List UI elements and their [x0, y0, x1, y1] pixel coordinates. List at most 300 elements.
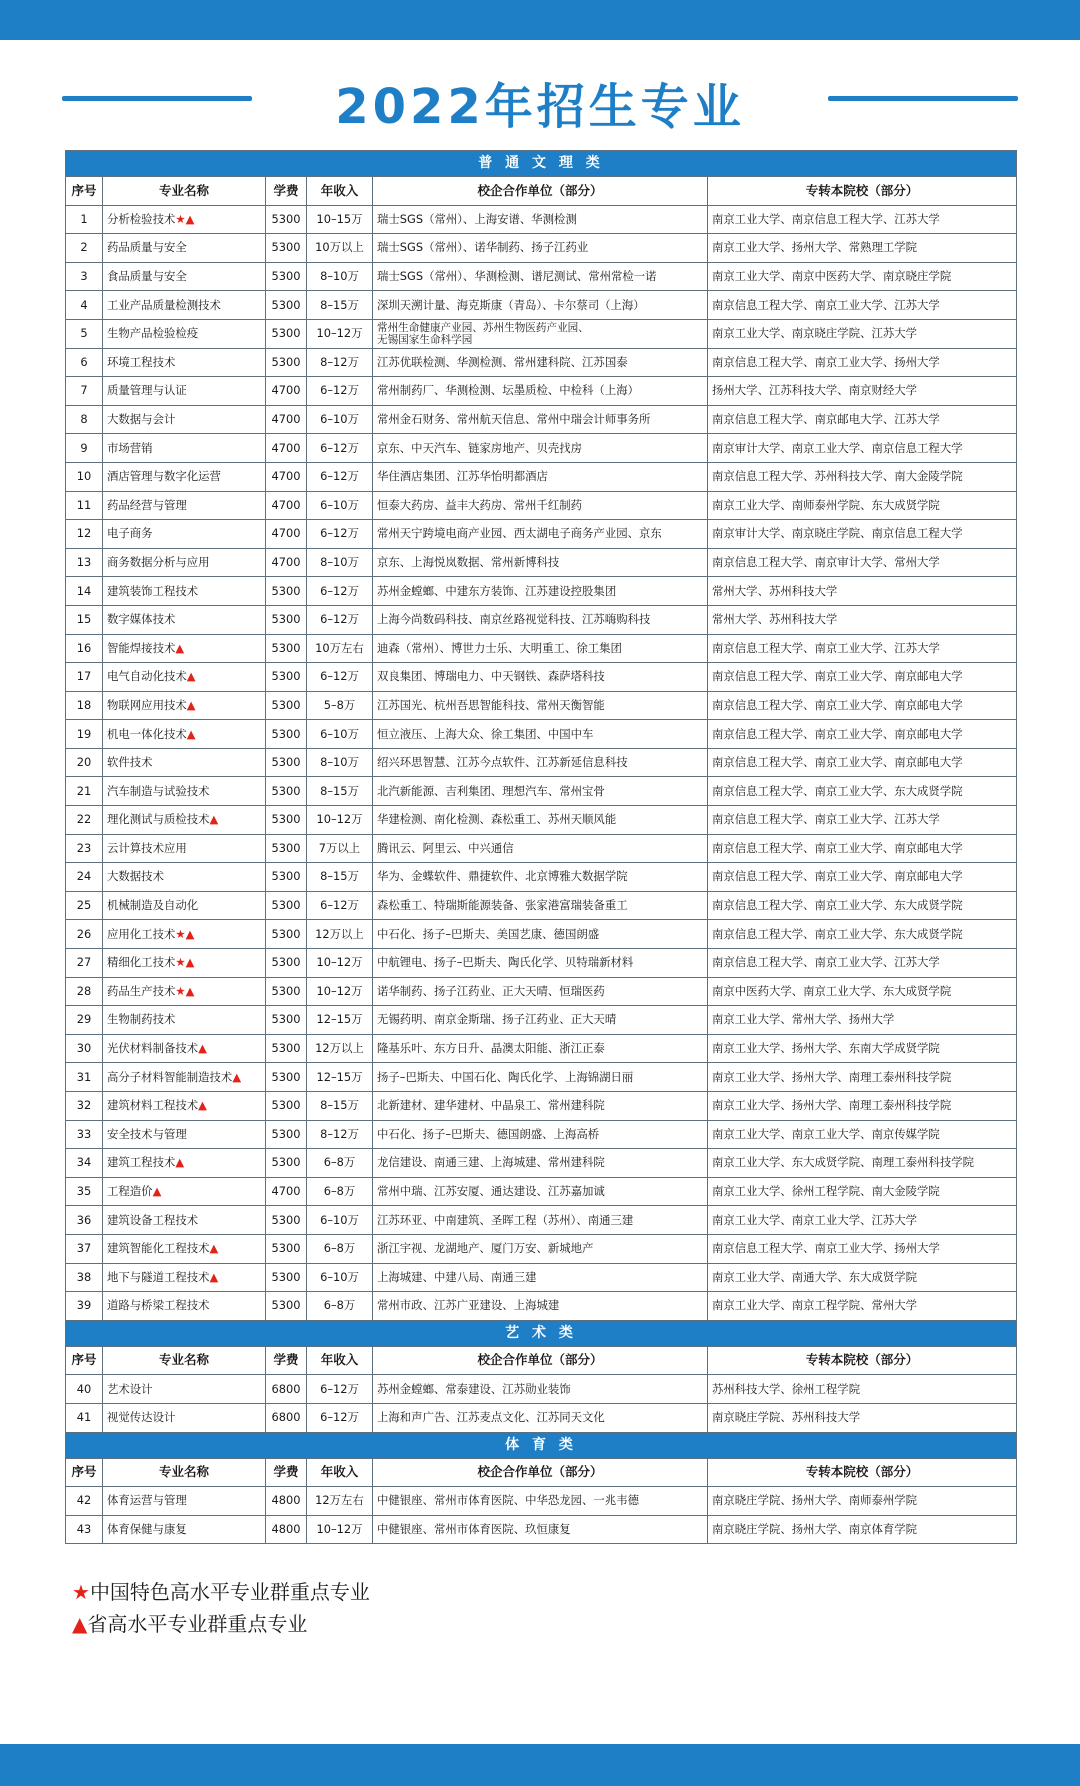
row-number: 31	[66, 1063, 103, 1092]
row-number: 41	[66, 1403, 103, 1432]
major-marks-icon: ▲	[152, 1184, 162, 1199]
header-major: 专业名称	[103, 1346, 266, 1375]
table-row	[66, 1063, 1017, 1092]
column-header-row	[66, 1458, 1017, 1487]
tuition-fee: 5300	[266, 1234, 307, 1263]
header-partners: 校企合作单位（部分）	[373, 1346, 708, 1375]
major-name	[103, 1120, 266, 1149]
partner-companies: 江苏国光、杭州吾思智能科技、常州天衡智能	[373, 691, 708, 720]
section-title: 普 通 文 理 类	[66, 151, 1017, 177]
major-name-text: 生物制药技术	[107, 1012, 176, 1027]
major-marks-icon: ▲	[209, 1269, 219, 1284]
tuition-fee: 5300	[266, 806, 307, 835]
major-name-text: 机械制造及自动化	[107, 898, 199, 913]
row-number: 23	[66, 834, 103, 863]
major-name	[103, 234, 266, 263]
header-fee: 学费	[266, 1346, 307, 1375]
major-name	[103, 348, 266, 377]
row-number: 6	[66, 348, 103, 377]
row-number: 33	[66, 1120, 103, 1149]
major-name-text: 建筑装饰工程技术	[107, 583, 199, 598]
partner-companies: 江苏环亚、中南建筑、圣晖工程（苏州）、南通三建	[373, 1206, 708, 1235]
legend-triangle-text: 省高水平专业群重点专业	[87, 1612, 308, 1636]
transfer-universities: 南京信息工程大学、南京工业大学、南京邮电大学	[708, 748, 1017, 777]
major-name	[103, 663, 266, 692]
table-row	[66, 1487, 1017, 1516]
row-number: 43	[66, 1515, 103, 1544]
annual-income: 6–12万	[307, 577, 373, 606]
table-row	[66, 1403, 1017, 1432]
table-row	[66, 777, 1017, 806]
major-name	[103, 977, 266, 1006]
partner-companies: 龙信建设、南通三建、上海城建、常州建科院	[373, 1149, 708, 1178]
partner-companies: 中健银座、常州市体育医院、中华恐龙园、一兆韦德	[373, 1487, 708, 1516]
annual-income: 6–12万	[307, 377, 373, 406]
annual-income: 6–8万	[307, 1234, 373, 1263]
header-no: 序号	[66, 1458, 103, 1487]
transfer-universities: 南京工业大学、南京中医药大学、南京晓庄学院	[708, 262, 1017, 291]
transfer-universities: 南京工业大学、东大成贤学院、南理工泰州科技学院	[708, 1149, 1017, 1178]
tuition-fee: 5300	[266, 1063, 307, 1092]
annual-income: 6–12万	[307, 891, 373, 920]
partner-companies: 苏州金螳螂、中建东方装饰、江苏建设控股集团	[373, 577, 708, 606]
row-number: 14	[66, 577, 103, 606]
transfer-universities: 南京信息工程大学、南京工业大学、扬州大学	[708, 1234, 1017, 1263]
annual-income: 6–8万	[307, 1149, 373, 1178]
major-name	[103, 1063, 266, 1092]
tuition-fee: 5300	[266, 1263, 307, 1292]
annual-income: 6–12万	[307, 1375, 373, 1404]
major-name-text: 市场营销	[107, 440, 153, 455]
row-number: 7	[66, 377, 103, 406]
partner-companies: 恒泰大药房、益丰大药房、常州千红制药	[373, 491, 708, 520]
table-row	[66, 605, 1017, 634]
tuition-fee: 4700	[266, 434, 307, 463]
table-row	[66, 348, 1017, 377]
partner-companies: 北新建材、建华建材、中晶泉工、常州建科院	[373, 1092, 708, 1121]
tuition-fee: 5300	[266, 205, 307, 234]
annual-income: 10–12万	[307, 977, 373, 1006]
partner-companies: 京东、中天汽车、链家房地产、贝壳找房	[373, 434, 708, 463]
major-name-text: 大数据技术	[107, 869, 164, 884]
row-number: 30	[66, 1034, 103, 1063]
tuition-fee: 5300	[266, 777, 307, 806]
major-name	[103, 1292, 266, 1321]
major-name	[103, 462, 266, 491]
annual-income: 12–15万	[307, 1006, 373, 1035]
major-name-text: 理化测试与质检技术	[107, 812, 210, 827]
transfer-universities: 南京审计大学、南京晓庄学院、南京信息工程大学	[708, 520, 1017, 549]
partner-companies: 中石化、扬子–巴斯夫、美国艺康、德国朗盛	[373, 920, 708, 949]
partner-companies: 上海和声广告、江苏麦点文化、江苏同天文化	[373, 1403, 708, 1432]
row-number: 42	[66, 1487, 103, 1516]
major-name-text: 建筑材料工程技术	[107, 1098, 199, 1113]
partner-companies: 浙江宇视、龙湖地产、厦门万安、新城地产	[373, 1234, 708, 1263]
tuition-fee: 5300	[266, 319, 307, 348]
major-name-text: 建筑设备工程技术	[107, 1212, 199, 1227]
transfer-universities: 南京工业大学、扬州大学、东南大学成贤学院	[708, 1034, 1017, 1063]
red-star-icon: ★	[72, 1580, 90, 1604]
transfer-universities: 南京信息工程大学、南京工业大学、南京邮电大学	[708, 863, 1017, 892]
tuition-fee: 4700	[266, 405, 307, 434]
major-name	[103, 405, 266, 434]
table-row	[66, 920, 1017, 949]
page-title: 2022年招生专业	[335, 79, 745, 135]
annual-income: 12万左右	[307, 1487, 373, 1516]
legend-triangle	[72, 1608, 307, 1637]
tuition-fee: 5300	[266, 720, 307, 749]
section-title: 体 育 类	[66, 1432, 1017, 1458]
row-number: 24	[66, 863, 103, 892]
major-name	[103, 748, 266, 777]
annual-income: 8–10万	[307, 548, 373, 577]
major-name-text: 建筑智能化工程技术	[107, 1241, 210, 1256]
tuition-fee: 5300	[266, 834, 307, 863]
bottom-band	[0, 1744, 1080, 1786]
annual-income: 6–10万	[307, 1263, 373, 1292]
major-name	[103, 377, 266, 406]
transfer-universities: 南京工业大学、南京工业大学、江苏大学	[708, 1206, 1017, 1235]
row-number: 4	[66, 291, 103, 320]
transfer-universities: 扬州大学、江苏科技大学、南京财经大学	[708, 377, 1017, 406]
major-name-text: 高分子材料智能制造技术	[107, 1069, 233, 1084]
major-marks-icon: ★▲	[175, 983, 195, 998]
header-university: 专转本院校（部分）	[708, 177, 1017, 206]
transfer-universities: 南京审计大学、南京工业大学、南京信息工程大学	[708, 434, 1017, 463]
major-name-text: 分析检验技术	[107, 211, 176, 226]
major-marks-icon: ★▲	[175, 926, 195, 941]
annual-income: 6–12万	[307, 462, 373, 491]
majors-table	[65, 150, 1017, 1544]
tuition-fee: 5300	[266, 234, 307, 263]
major-name-text: 智能焊接技术	[107, 640, 176, 655]
annual-income: 10–12万	[307, 319, 373, 348]
tuition-fee: 5300	[266, 1149, 307, 1178]
tuition-fee: 5300	[266, 691, 307, 720]
tuition-fee: 5300	[266, 291, 307, 320]
major-name-text: 大数据与会计	[107, 411, 176, 426]
table-row	[66, 1177, 1017, 1206]
major-marks-icon: ▲	[198, 1098, 207, 1113]
transfer-universities: 南京信息工程大学、南京工业大学、江苏大学	[708, 806, 1017, 835]
major-marks-icon: ▲	[232, 1069, 242, 1084]
table-row	[66, 1292, 1017, 1321]
partner-companies: 扬子–巴斯夫、中国石化、陶氏化学、上海锦湖日丽	[373, 1063, 708, 1092]
column-header-row	[66, 177, 1017, 206]
transfer-universities: 南京中医药大学、南京工业大学、东大成贤学院	[708, 977, 1017, 1006]
partner-companies: 常州市政、江苏广亚建设、上海城建	[373, 1292, 708, 1321]
row-number: 18	[66, 691, 103, 720]
partner-companies: 常州金石财务、常州航天信息、常州中瑞会计师事务所	[373, 405, 708, 434]
major-name-text: 体育保健与康复	[107, 1521, 187, 1536]
partner-companies: 迪森（常州）、博世力士乐、大明重工、徐工集团	[373, 634, 708, 663]
major-name-text: 视觉传达设计	[107, 1410, 176, 1425]
row-number: 12	[66, 520, 103, 549]
major-name-text: 精细化工技术	[107, 955, 176, 970]
transfer-universities: 南京信息工程大学、南京工业大学、东大成贤学院	[708, 777, 1017, 806]
major-name-text: 物联网应用技术	[107, 697, 187, 712]
annual-income: 8–12万	[307, 348, 373, 377]
header-fee: 学费	[266, 1458, 307, 1487]
header-partners: 校企合作单位（部分）	[373, 177, 708, 206]
annual-income: 10–12万	[307, 806, 373, 835]
tuition-fee: 5300	[266, 1092, 307, 1121]
annual-income: 5–8万	[307, 691, 373, 720]
major-name-text: 食品质量与安全	[107, 269, 187, 284]
tuition-fee: 5300	[266, 920, 307, 949]
header-major: 专业名称	[103, 177, 266, 206]
row-number: 16	[66, 634, 103, 663]
table-row	[66, 1515, 1017, 1544]
major-name-text: 建筑工程技术	[107, 1155, 176, 1170]
annual-income: 6–10万	[307, 405, 373, 434]
major-name	[103, 863, 266, 892]
annual-income: 10–15万	[307, 205, 373, 234]
major-name	[103, 1177, 266, 1206]
transfer-universities: 南京工业大学、南京晓庄学院、江苏大学	[708, 319, 1017, 348]
major-name	[103, 1092, 266, 1121]
row-number: 3	[66, 262, 103, 291]
major-name	[103, 634, 266, 663]
transfer-universities: 苏州科技大学、徐州工程学院	[708, 1375, 1017, 1404]
transfer-universities: 常州大学、苏州科技大学	[708, 605, 1017, 634]
tuition-fee: 5300	[266, 262, 307, 291]
annual-income: 8–12万	[307, 1120, 373, 1149]
section-header	[66, 1432, 1017, 1458]
major-name	[103, 577, 266, 606]
table-row	[66, 262, 1017, 291]
table-row	[66, 977, 1017, 1006]
major-marks-icon: ★▲	[175, 955, 195, 970]
header-no: 序号	[66, 1346, 103, 1375]
transfer-universities: 南京信息工程大学、南京工业大学、南京邮电大学	[708, 691, 1017, 720]
annual-income: 6–12万	[307, 520, 373, 549]
table-row	[66, 577, 1017, 606]
major-marks-icon: ▲	[209, 812, 219, 827]
major-name-text: 药品经营与管理	[107, 497, 187, 512]
major-name	[103, 491, 266, 520]
major-name-text: 环境工程技术	[107, 354, 176, 369]
major-name	[103, 1515, 266, 1544]
tuition-fee: 4700	[266, 491, 307, 520]
annual-income: 8–15万	[307, 1092, 373, 1121]
tuition-fee: 5300	[266, 891, 307, 920]
annual-income: 6–12万	[307, 605, 373, 634]
partner-companies: 诺华制药、扬子江药业、正大天晴、恒瑞医药	[373, 977, 708, 1006]
major-name-text: 体育运营与管理	[107, 1493, 187, 1508]
major-name	[103, 891, 266, 920]
transfer-universities: 南京晓庄学院、扬州大学、南师泰州学院	[708, 1487, 1017, 1516]
title-area	[0, 68, 1080, 135]
section-title: 艺 术 类	[66, 1320, 1017, 1346]
table-row	[66, 234, 1017, 263]
row-number: 22	[66, 806, 103, 835]
major-name-text: 光伏材料制备技术	[107, 1041, 199, 1056]
major-name	[103, 1375, 266, 1404]
transfer-universities: 南京工业大学、扬州大学、南理工泰州科技学院	[708, 1063, 1017, 1092]
major-name-text: 安全技术与管理	[107, 1126, 187, 1141]
partner-companies: 上海城建、中建八局、南通三建	[373, 1263, 708, 1292]
tuition-fee: 6800	[266, 1375, 307, 1404]
tuition-fee: 6800	[266, 1403, 307, 1432]
annual-income: 10万以上	[307, 234, 373, 263]
column-header-row	[66, 1346, 1017, 1375]
major-name	[103, 1206, 266, 1235]
annual-income: 10万左右	[307, 634, 373, 663]
annual-income: 6–10万	[307, 1206, 373, 1235]
major-name-text: 药品质量与安全	[107, 240, 187, 255]
major-name-text: 艺术设计	[107, 1381, 153, 1396]
row-number: 2	[66, 234, 103, 263]
transfer-universities: 南京晓庄学院、扬州大学、南京体育学院	[708, 1515, 1017, 1544]
major-name-text: 电子商务	[107, 526, 153, 541]
tuition-fee: 4700	[266, 462, 307, 491]
row-number: 39	[66, 1292, 103, 1321]
row-number: 25	[66, 891, 103, 920]
table-row	[66, 949, 1017, 978]
major-name	[103, 720, 266, 749]
partner-companies: 华住酒店集团、江苏华怡明都酒店	[373, 462, 708, 491]
partner-companies: 绍兴环思智慧、江苏今点软件、江苏新延信息科技	[373, 748, 708, 777]
table-row	[66, 319, 1017, 348]
table-row	[66, 1120, 1017, 1149]
transfer-universities: 南京信息工程大学、南京工业大学、扬州大学	[708, 348, 1017, 377]
transfer-universities: 南京信息工程大学、南京工业大学、南京邮电大学	[708, 663, 1017, 692]
tuition-fee: 5300	[266, 1206, 307, 1235]
table-row	[66, 405, 1017, 434]
major-name	[103, 1487, 266, 1516]
title-rule-right	[828, 96, 1018, 101]
transfer-universities: 南京工业大学、扬州大学、南理工泰州科技学院	[708, 1092, 1017, 1121]
annual-income: 10–12万	[307, 949, 373, 978]
transfer-universities: 南京工业大学、徐州工程学院、南大金陵学院	[708, 1177, 1017, 1206]
annual-income: 6–8万	[307, 1292, 373, 1321]
red-triangle-icon: ▲	[72, 1612, 88, 1636]
header-income: 年收入	[307, 1458, 373, 1487]
transfer-universities: 南京信息工程大学、南京工业大学、南京邮电大学	[708, 720, 1017, 749]
major-name-text: 电气自动化技术	[107, 669, 187, 684]
row-number: 34	[66, 1149, 103, 1178]
row-number: 10	[66, 462, 103, 491]
major-name	[103, 1149, 266, 1178]
partner-companies: 京东、上海悦岚数据、常州新博科技	[373, 548, 708, 577]
partner-companies: 瑞士SGS（常州）、诺华制药、扬子江药业	[373, 234, 708, 263]
tuition-fee: 5300	[266, 1006, 307, 1035]
major-name	[103, 434, 266, 463]
row-number: 32	[66, 1092, 103, 1121]
annual-income: 8–10万	[307, 262, 373, 291]
row-number: 37	[66, 1234, 103, 1263]
transfer-universities: 南京信息工程大学、南京邮电大学、江苏大学	[708, 405, 1017, 434]
table-row	[66, 520, 1017, 549]
major-marks-icon: ▲	[186, 669, 196, 684]
tuition-fee: 5300	[266, 577, 307, 606]
table-row	[66, 863, 1017, 892]
major-name	[103, 291, 266, 320]
tuition-fee: 5300	[266, 348, 307, 377]
row-number: 27	[66, 949, 103, 978]
row-number: 19	[66, 720, 103, 749]
annual-income: 10–12万	[307, 1515, 373, 1544]
partner-companies: 中航锂电、扬子–巴斯夫、陶氏化学、贝特瑞新材料	[373, 949, 708, 978]
tuition-fee: 5300	[266, 1120, 307, 1149]
partner-companies: 腾讯云、阿里云、中兴通信	[373, 834, 708, 863]
tuition-fee: 4700	[266, 520, 307, 549]
annual-income: 6–8万	[307, 1177, 373, 1206]
major-name-text: 道路与桥梁工程技术	[107, 1298, 210, 1313]
transfer-universities: 南京信息工程大学、苏州科技大学、南大金陵学院	[708, 462, 1017, 491]
tuition-fee: 5300	[266, 663, 307, 692]
transfer-universities: 常州大学、苏州科技大学	[708, 577, 1017, 606]
major-name-text: 数字媒体技术	[107, 612, 176, 627]
major-name	[103, 834, 266, 863]
table-row	[66, 1006, 1017, 1035]
table-row	[66, 1234, 1017, 1263]
header-no: 序号	[66, 177, 103, 206]
major-name	[103, 605, 266, 634]
annual-income: 6–12万	[307, 1403, 373, 1432]
tuition-fee: 5300	[266, 949, 307, 978]
partner-companies: 瑞士SGS（常州）、华测检测、谱尼测试、常州常检一诺	[373, 262, 708, 291]
annual-income: 8–15万	[307, 777, 373, 806]
table-row	[66, 663, 1017, 692]
tuition-fee: 4800	[266, 1487, 307, 1516]
row-number: 40	[66, 1375, 103, 1404]
major-marks-icon: ▲	[175, 1155, 185, 1170]
major-name	[103, 1403, 266, 1432]
partner-companies: 常州生命健康产业园、苏州生物医药产业园、 无锡国家生命科学园	[373, 319, 708, 348]
partner-companies: 深圳天溯计量、海克斯康（青岛）、卡尔蔡司（上海）	[373, 291, 708, 320]
annual-income: 8–10万	[307, 748, 373, 777]
table-row	[66, 1375, 1017, 1404]
transfer-universities: 南京信息工程大学、南京工业大学、江苏大学	[708, 291, 1017, 320]
table-row	[66, 720, 1017, 749]
tuition-fee: 4700	[266, 1177, 307, 1206]
partner-companies: 无锡药明、南京金斯瑞、扬子江药业、正大天晴	[373, 1006, 708, 1035]
major-marks-icon: ▲	[198, 1041, 207, 1056]
tuition-fee: 5300	[266, 605, 307, 634]
legend-star	[72, 1576, 370, 1605]
major-name	[103, 1006, 266, 1035]
table-row	[66, 205, 1017, 234]
partner-companies: 中石化、扬子–巴斯夫、德国朗盛、上海高桥	[373, 1120, 708, 1149]
table-row	[66, 1263, 1017, 1292]
partner-companies: 华为、金蝶软件、鼎捷软件、北京博雅大数据学院	[373, 863, 708, 892]
major-marks-icon: ▲	[209, 1241, 219, 1256]
annual-income: 12–15万	[307, 1063, 373, 1092]
major-name	[103, 1034, 266, 1063]
row-number: 9	[66, 434, 103, 463]
annual-income: 6–12万	[307, 434, 373, 463]
major-marks-icon: ▲	[175, 640, 185, 655]
annual-income: 6–12万	[307, 663, 373, 692]
row-number: 36	[66, 1206, 103, 1235]
transfer-universities: 南京信息工程大学、南京工业大学、江苏大学	[708, 949, 1017, 978]
table-row	[66, 1206, 1017, 1235]
transfer-universities: 南京信息工程大学、南京工业大学、东大成贤学院	[708, 891, 1017, 920]
transfer-universities: 南京晓庄学院、苏州科技大学	[708, 1403, 1017, 1432]
major-name-text: 工业产品质量检测技术	[107, 297, 221, 312]
row-number: 28	[66, 977, 103, 1006]
tuition-fee: 5300	[266, 1034, 307, 1063]
tuition-fee: 4800	[266, 1515, 307, 1544]
transfer-universities: 南京工业大学、南师泰州学院、东大成贤学院	[708, 491, 1017, 520]
tuition-fee: 5300	[266, 977, 307, 1006]
tuition-fee: 5300	[266, 634, 307, 663]
table-row	[66, 1092, 1017, 1121]
table-row	[66, 377, 1017, 406]
row-number: 8	[66, 405, 103, 434]
